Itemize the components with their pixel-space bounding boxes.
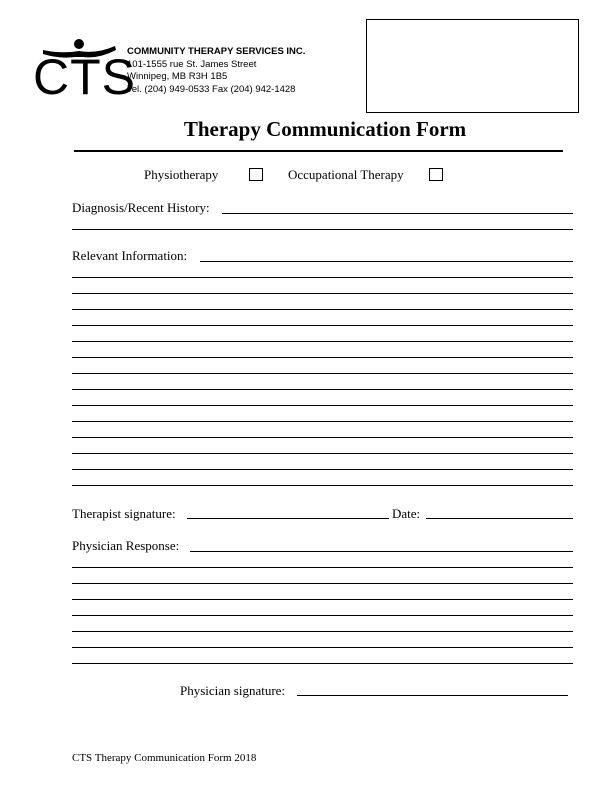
therapist-signature-label: Therapist signature: (72, 506, 176, 521)
writing-line[interactable] (72, 389, 573, 390)
address-line-1: 101-1555 rue St. James Street (127, 58, 257, 70)
logo (33, 38, 136, 105)
title-underline (74, 150, 563, 152)
writing-line[interactable] (72, 647, 573, 648)
occupational-therapy-label: Occupational Therapy (288, 167, 404, 182)
writing-line[interactable] (72, 341, 573, 342)
physiotherapy-label: Physiotherapy (144, 167, 219, 182)
writing-line[interactable] (72, 325, 573, 326)
writing-line[interactable] (72, 583, 573, 584)
physiotherapy-checkbox[interactable] (249, 168, 263, 181)
stamp-box[interactable] (366, 19, 579, 113)
date-field[interactable] (426, 518, 573, 519)
writing-line[interactable] (72, 663, 573, 664)
writing-line[interactable] (72, 567, 573, 568)
form-title: Therapy Communication Form (183, 117, 467, 141)
organization-info (127, 46, 305, 96)
diagnosis-field-line[interactable] (72, 229, 573, 230)
physician-signature-label: Physician signature: (180, 683, 286, 698)
writing-line[interactable] (72, 469, 573, 470)
occupational-therapy-checkbox[interactable] (429, 168, 443, 181)
logo-text: CTS (33, 49, 136, 105)
writing-line[interactable] (72, 373, 573, 374)
physician-response-label: Physician Response: (72, 538, 180, 553)
writing-line[interactable] (72, 485, 573, 486)
writing-line[interactable] (72, 421, 573, 422)
footer-text: CTS Therapy Communication Form 2018 (72, 752, 257, 764)
address-line-2: Winnipeg, MB R3H 1B5 (127, 71, 228, 82)
writing-line[interactable] (72, 277, 573, 278)
relevant-information-label: Relevant Information: (72, 248, 188, 263)
writing-line[interactable] (72, 615, 573, 616)
diagnosis-label: Diagnosis/Recent History: (72, 200, 210, 215)
writing-line[interactable] (72, 453, 573, 454)
writing-line[interactable] (72, 437, 573, 438)
organization-name: COMMUNITY THERAPY SERVICES INC. (127, 46, 306, 57)
writing-line[interactable] (72, 405, 573, 406)
diagnosis-field[interactable] (222, 213, 573, 214)
relevant-information-field[interactable] (200, 261, 573, 262)
writing-line[interactable] (72, 599, 573, 600)
writing-line[interactable] (72, 357, 573, 358)
physician-signature-field[interactable] (297, 695, 568, 696)
writing-line[interactable] (72, 309, 573, 310)
therapist-signature-field[interactable] (187, 518, 389, 519)
phone-fax-line: Tel. (204) 949-0533 Fax (204) 942-1428 (127, 83, 296, 95)
physician-response-field[interactable] (190, 551, 573, 552)
writing-line[interactable] (72, 293, 573, 294)
date-label: Date: (392, 506, 421, 521)
writing-line[interactable] (72, 631, 573, 632)
